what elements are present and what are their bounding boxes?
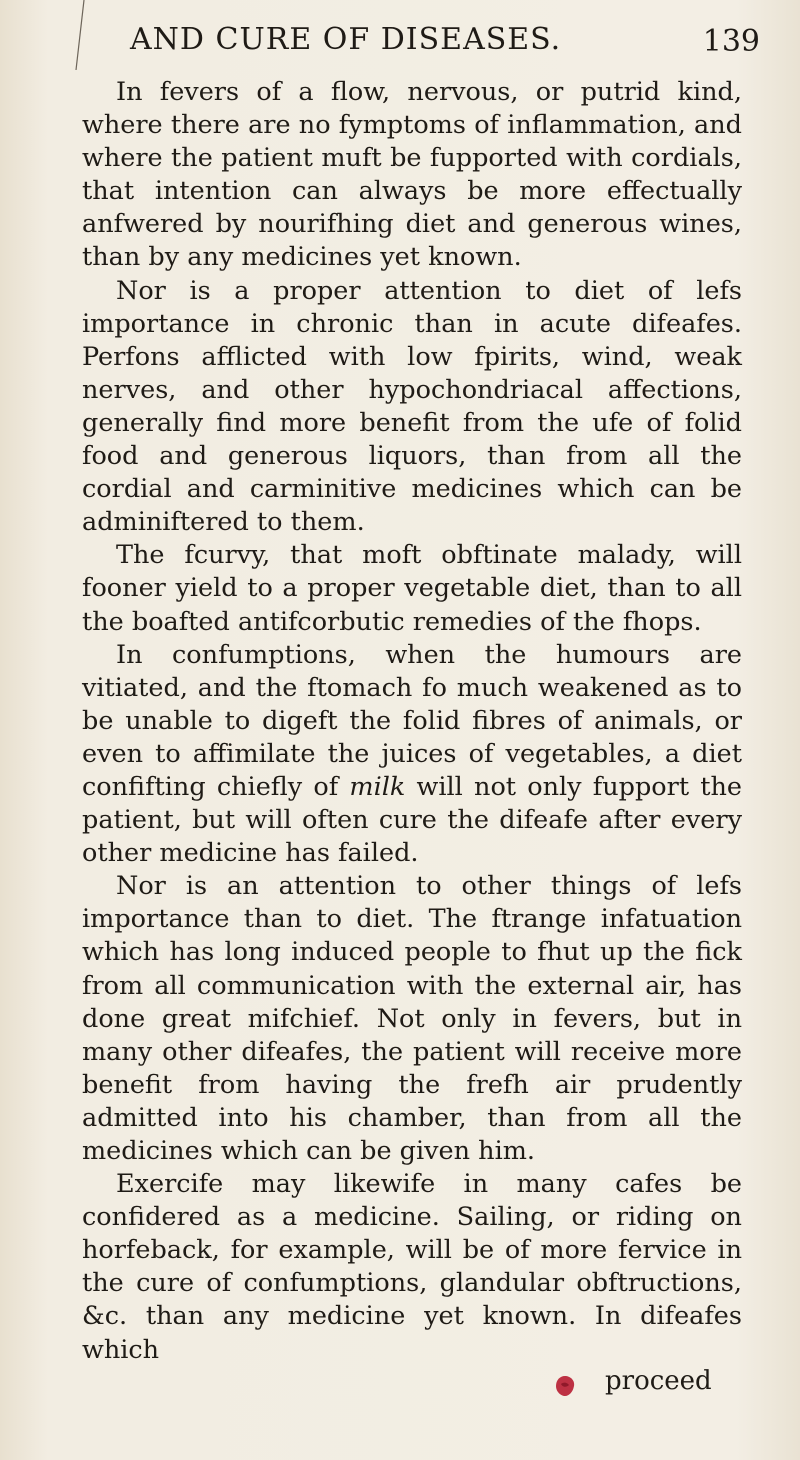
paragraph-4-part-1: In confumptions, when the humours are vitiated, and the ftomach fo much weakened as to be unable to digeft the folid fibres of animals, or even to affimilate the juices of vegetables, a diet confifting chiefly of [82,639,742,802]
page-number: 139 [702,24,760,59]
paragraph-3: The fcurvy, that moft obftinate malady, will fooner yield to a proper vegetable diet, than to all the boafted antifcorbutic remedies of the fhops. [82,540,742,637]
paragraph-4 [82,639,742,871]
catchword: proceed [605,1366,712,1396]
page-edge-line [75,0,85,70]
paragraph-4-part-2: will not only fupport the patient, but will often cure the difeafe after every other medicine has failed. [82,771,743,869]
page-header [130,18,760,78]
paragraph-5: Nor is an attention to other things of lefs importance than to diet. The ftrange infatuation which has long induced people to fhut up the fick from all communication with the external air, has done great mifchief. Not only in fevers, but in many other difeafes, the patient will receive more benefit from having the frefh air prudently admitted into his chamber, than from all the medicines which can be given him. [82,871,742,1166]
paragraph-2: Nor is a proper attention to diet of lefs importance in chronic than in acute difeafes. Perfons afflicted with low fpirits, wind, weak nerves, and other hypochondriacal affections, generally find more benefit from the ufe of folid food and generous liquors, than from all the cordial and carminitive medicines which can be adminiftered to them. [82,275,742,538]
italic-milk: milk [349,771,406,802]
ink-blot-icon [552,1374,578,1398]
running-head: AND CURE OF DISEASES. [130,22,562,57]
paragraph-1: In fevers of a flow, nervous, or putrid kind, where there are no fymptoms of inflammation, and where the patient muft be fupported with cordials, that intention can always be more effectually anfwered by nourifhing diet and generous wines, than by any medicines yet known. [82,77,742,273]
paragraph-6: Exercife may likewife in many cafes be confidered as a medicine. Sailing, or riding on horfeback, for example, will be of more fervice in the cure of confumptions, glandular obftructions, &c. than any medicine yet known. In difeafes which [82,1169,742,1365]
body-text [82,76,742,1367]
